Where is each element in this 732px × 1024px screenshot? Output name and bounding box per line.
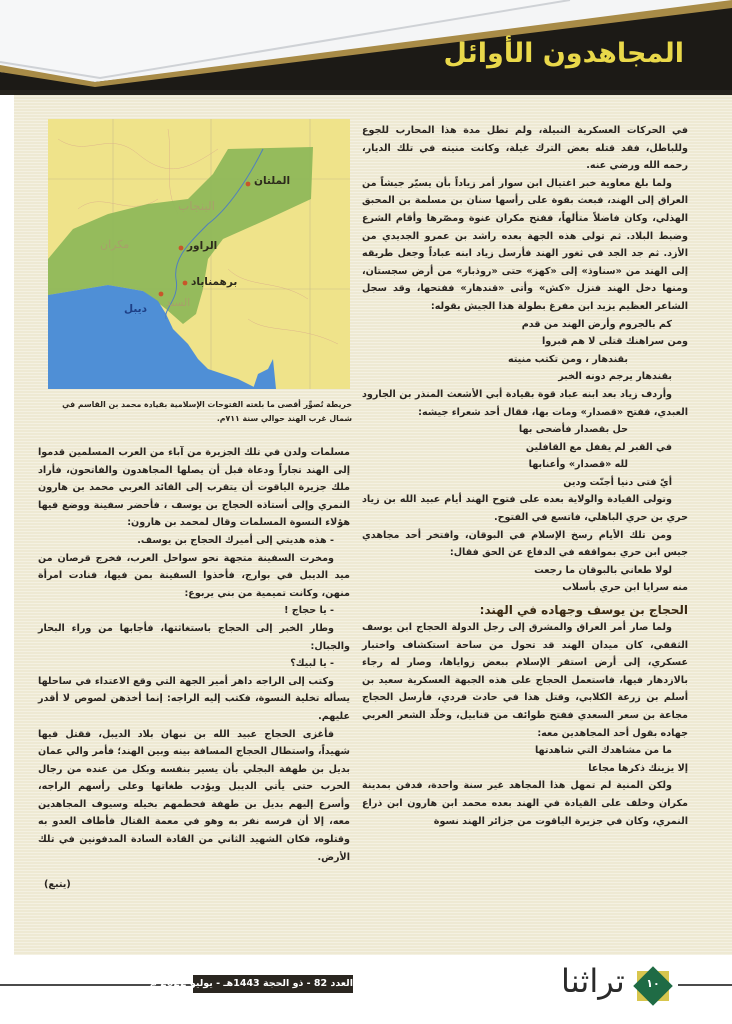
- issue-info: العدد 82 - ذو الحجة 1443هـ - يوليو 2022 م: [193, 975, 353, 993]
- verse-line: منه سرايا ابن حري بأسلاب: [562, 582, 688, 594]
- magazine-logo: تراثنا: [561, 962, 625, 1000]
- page-number-badge: [630, 967, 676, 1005]
- paragraph: في الحركات العسكرية النبيلة، ولم تطل مدة هذا المحارب للجوع وللباطل، فقد قتله بعض الترك غيلة، وكانت منيته في تلك الديار، رحمه الله ورضي عنه.: [362, 125, 688, 172]
- dialog-line: - يا حجاج !: [284, 605, 334, 617]
- map-label-daybul: ديبل: [124, 303, 147, 315]
- paragraph: وأردف زياد بعد ابنه عباد قوة بقيادة أبي الأشعث المنذر بن الجارود العبدي، ففتح «قصدار» ومات بها، فقال أحد شعراء جيشه:: [362, 388, 688, 418]
- map-graphic: [48, 119, 350, 389]
- paragraph: ومن تلك الأيام رسخ الإسلام في البوقان، وافتخر أحد مجاهدي جيس ابن حري بمواقفه في الدفاع عن الحق فقال:: [362, 529, 688, 559]
- paragraph: ولما صار أمر العراق والمشرق إلى رجل الدولة الحجاج ابن يوسف الثقفي، كان ميدان الهند قد تحول من ساحة استكشاف واختبار عسكري، إلى أرض استقر الإسلام ببعض زواياها، وصار له رجاء بالازدهار فيها، فاستعمل الحجاج على هذه الجبهة العسكرية سعيد بن أسلم بن زرعة الكلابي، وقتل هذا في حادث فردي، فأرسل الحجاج مجاعة بن سعر السعدي ففتح طوائف من قنابيل، وخلّد الشعر العربي جهاده بقول أحد المجاهدين معه:: [362, 622, 688, 739]
- to-be-continued: (يتبع): [44, 879, 71, 891]
- verse-line: أيّ فتى دنيا أجنّت ودين: [563, 476, 672, 488]
- paragraph: ولما بلغ معاوية خبر اغتيال ابن سوار أمر زياداً بأن يسيّر جيشاً من العراق إلى الهند، فبعث بقوة على رأسها سنان بن مسلمة بن المحبق الهذلي، وكان فاضلاً متألهاً، ففتح مكران عنوة ومصّرها وأقام الشرع وضبط البلاد. ثم تولى هذه الجهة بعده راشد بن عمرو الجديدي من الأزد. ثم جد الجد في ثغور الهند فأرسل زياد ابنه عباداً وجعل طريقه إلى الهند من «سناوذ» إلى «كهز» حتى «روذبار» من أرض سجستان، ومنها دخل الهند فنزل «كش» وأتى «قندهار» ففتحها، وقد سجل الشاعر العظيم يزيد ابن مفرغ بطولة هذا الجيش بقوله:: [362, 177, 688, 312]
- section-header: [0, 0, 732, 95]
- verse-line: كم بالجروم وأرض الهند من قدم: [521, 318, 672, 330]
- verse-line: بقندهار ، ومن تكتب منيته: [507, 353, 628, 365]
- paragraph: ولكن المنية لم تمهل هذا المجاهد غير سنة واحدة، فدفن بمدينة مكران وخلف على القيادة في الهند بعده محمد ابن هارون ابن ذراع النمري، وكان في جزيرة الياقوت من جزائر الهند نسوة: [362, 780, 688, 827]
- page-number: ١٠: [646, 977, 660, 990]
- verse-line: إلا يزينك ذكرها مجاعا: [588, 762, 688, 774]
- map-label-sind: السند: [166, 297, 191, 309]
- paragraph: مسلمات ولدن في تلك الجزيرة من آباء من العرب المسلمين قدموا إلى الهند تجاراً ودعاة قبل أن يصلها المجاهدون والفاتحون، فأراد ملك جزيرة الياقوت أن يتقرب إلى القائد العربي محمد بن هارون النمري وإلى أستاذه الحجاج بن يوسف ، فأحضر سفينة ووضع فيها هؤلاء النسوة المسلمات وقال لمحمد بن هارون:: [38, 447, 350, 529]
- dialog-line: - يا لبيك؟: [290, 658, 334, 670]
- paragraph: ومخرت السفينة متجهة نحو سواحل العرب، فخرج قرصان من ميد الديبل في بوارج، فأخذوا السفينة بمن فيها، فنادت امرأة منهن، وكانت تميمية من بني يربوع:: [38, 552, 350, 599]
- map-label-makran: مكران: [100, 238, 130, 251]
- paragraph: وكتب إلى الراجه داهر أمير الجهة التي وقع الاعتداء في ساحلها يسأله تخلية النسوة، فكتب إليه الراجه: إنما أخذهن لصوص لا أقدر عليهم.: [38, 675, 350, 722]
- footer-rule: [678, 984, 732, 986]
- verse-line: لولا طعاني بالبوقان ما رجعت: [534, 564, 672, 576]
- verse-line: لله «قصدار» وأعنابها: [528, 459, 628, 471]
- map-label-punjab: البنجاب: [178, 199, 215, 213]
- verse-line: بقندهار يرجم دونه الخبر: [558, 371, 672, 383]
- article-column-left: [38, 444, 350, 894]
- map-label-multan: الملتان: [254, 175, 291, 187]
- verse-line: حل بقصدار فأضحى بها: [518, 424, 628, 436]
- map-caption: خريطة تُصوِّر أقصى ما بلغته الفتوحات الإسلامية بقيادة محمد بن القاسم في شمال غرب الهند حوالي سنة ٧١١م.: [62, 400, 352, 423]
- verse-line: ما من مشاهدك التي شاهدتها: [534, 745, 672, 757]
- subheading: الحجاج بن يوسف وجهاده في الهند:: [479, 603, 688, 618]
- dialog-line: - هذه هديتي إلى أميرك الحجاج بن يوسف.: [137, 534, 334, 546]
- map-label-alror: الراور: [187, 240, 218, 252]
- paragraph: فأغزى الحجاج عبيد الله بن نبهان بلاد الديبل، فقتل فيها شهيداً، واستطال الحجاج المسافة بينه وبين الهند؛ فأمر والي عمان بديل بن طهفة البجلي بأن يسير بنفسه وبكل من عنده من رجال الحرب حتى يأتي الديبل ويؤدب طغاتها وعلى رأسهم الراجه، وأسرع إليهم بديل بن طهفة فحطمهم بخيله وسيوف المجاهدين معه، إلا أن فرسه نفر به وهو في معمة القتال فأطاف العدو به وقتلوه، فكان الشهيد الثاني من القادة السادة المدفونين في تلك الأرض.: [38, 728, 350, 863]
- historical-map: [48, 119, 350, 389]
- verse-line: في القبر لم يقفل مع القافلين: [525, 441, 672, 453]
- page-footer: [0, 955, 732, 1024]
- article-column-right: [362, 122, 688, 830]
- section-title: المجاهدون الأوائل: [443, 38, 684, 69]
- map-label-brahmanabad: برهمناباد: [191, 276, 238, 288]
- paragraph: وطار الخبر إلى الحجاج باستغاثتها، فأجابها من وراء البحار والجبال:: [38, 622, 350, 652]
- paragraph: وتولى القيادة والولاية بعده على فتوح الهند أيام عبيد الله بن زياد حري بن حري الباهلي، فاتسع في الفتوح.: [362, 494, 688, 524]
- verse-line: ومن سراهنك قتلى لا هم قبروا: [542, 336, 688, 348]
